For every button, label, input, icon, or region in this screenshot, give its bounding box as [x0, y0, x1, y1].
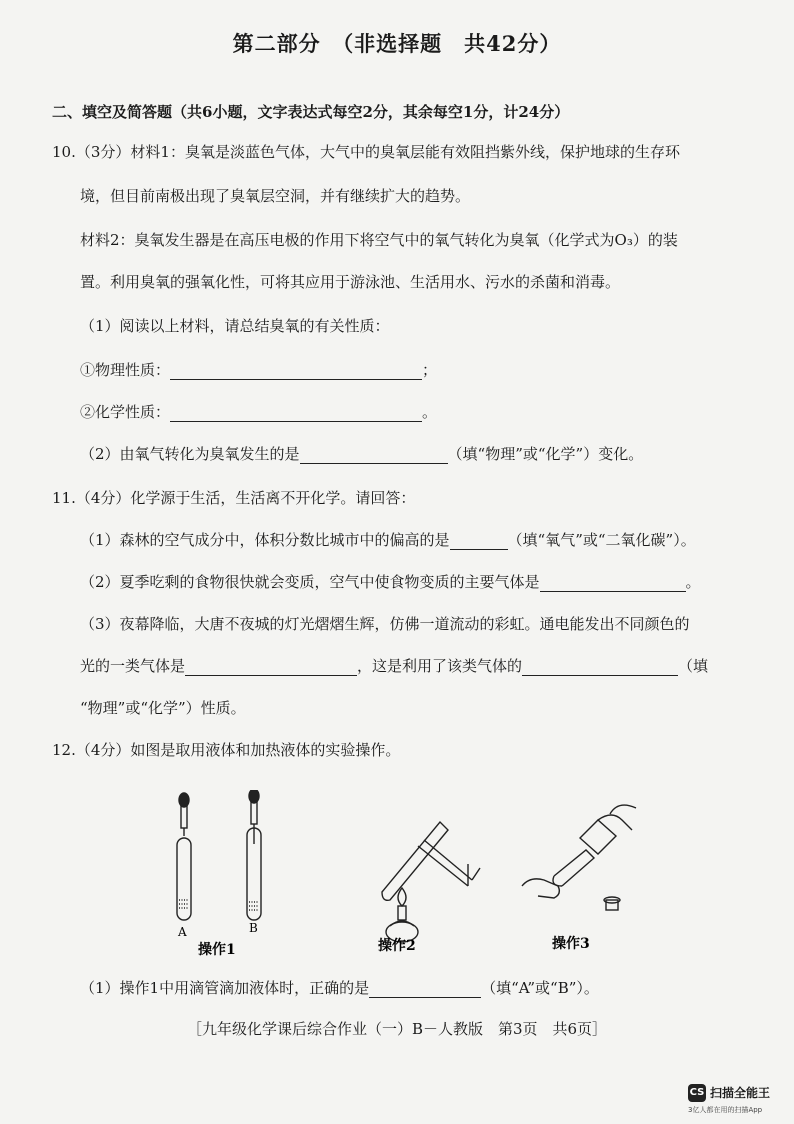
- fig-label-b: B: [249, 921, 258, 935]
- q11-part3-mid: ，这是利用了该类气体的: [357, 657, 523, 675]
- fig-label-a: A: [178, 925, 187, 939]
- q10-chemical-label: ②化学性质：: [80, 403, 171, 421]
- q10-chemical-row: [80, 402, 437, 422]
- op2-tube-holder: [418, 840, 480, 886]
- q12-part1-blank[interactable]: [369, 980, 481, 998]
- q11-part1-prefix: （1）森林的空气成分中，体积分数比城市中的偏高的是: [80, 531, 450, 549]
- op1-dropper-b: [249, 790, 259, 844]
- q11-part1-blank[interactable]: [450, 532, 508, 550]
- op3-label: 操作3: [552, 936, 590, 952]
- lab-operations-drawing: [150, 790, 650, 960]
- scanner-logo-icon: CS: [688, 1084, 706, 1102]
- q11-part3-suffix: （填: [678, 657, 709, 675]
- q10-part1: （1）阅读以上材料，请总结臭氧的有关性质：: [80, 317, 390, 335]
- q10-part2-blank[interactable]: [300, 446, 448, 464]
- op2-test-tube: [382, 822, 448, 900]
- q11-part3-prefix: 光的一类气体是: [80, 657, 186, 675]
- op3-bottle-stopper: [604, 897, 620, 910]
- op1-tube-a: [177, 838, 191, 920]
- q11-part1-row: [80, 530, 696, 550]
- q11-part1-suffix: （填“氧气”或“二氧化碳”）。: [507, 531, 696, 549]
- q10-part2-row: [80, 444, 643, 464]
- scanner-watermark: [688, 1084, 788, 1118]
- q11-part2-suffix: 。: [685, 573, 701, 591]
- q11-part2-prefix: （2）夏季吃剩的食物很快就会变质，空气中使食物变质的主要气体是: [80, 573, 540, 591]
- q10-stem-line2: 境，但目前南极出现了臭氧层空洞，并有继续扩大的趋势。: [80, 187, 471, 205]
- part-title: 第二部分 （非选择题 共42分）: [232, 31, 562, 56]
- q11-part2-row: [80, 572, 701, 592]
- q12-part1-prefix: （1）操作1中用滴管滴加液体时，正确的是: [80, 979, 370, 997]
- scanner-tagline: 3亿人都在用的扫描App: [688, 1106, 763, 1114]
- op2-label: 操作2: [378, 938, 416, 954]
- scanner-app-name: 扫描全能王: [710, 1086, 771, 1100]
- q10-physical-label: ①物理性质：: [80, 361, 171, 379]
- op2-alcohol-lamp: [386, 888, 418, 942]
- q11-stem: 11.（4分）化学源于生活，生活离不开化学。请回答：: [52, 489, 416, 507]
- q10-part2-prefix: （2）由氧气转化为臭氧发生的是: [80, 445, 300, 463]
- section-heading: 二、填空及简答题（共6小题，文字表达式每空2分，其余每空1分，计24分）: [52, 103, 570, 121]
- q11-part3-row: [80, 656, 708, 676]
- q10-material2-line1: 材料2：臭氧发生器是在高压电极的作用下将空气中的氧气转化为臭氧（化学式为O₃）的装: [80, 231, 678, 249]
- q11-part3-blank2[interactable]: [522, 658, 678, 676]
- q11-part3-line3: “物理”或“化学”）性质。: [80, 699, 246, 717]
- q12-part1-suffix: （填“A”或“B”）。: [481, 979, 599, 997]
- q11-part3-blank1[interactable]: [185, 658, 357, 676]
- q10-physical-end: ；: [422, 361, 438, 379]
- q10-stem-line1: 10.（3分）材料1：臭氧是淡蓝色气体，大气中的臭氧层能有效阻挡紫外线，保护地球的生存环: [52, 143, 680, 161]
- page-footer: ［九年级化学课后综合作业（一）B－人教版 第3页 共6页］: [186, 1020, 608, 1038]
- q10-material2-line2: 置。利用臭氧的强氧化性，可将其应用于游泳池、生活用水、污水的杀菌和消毒。: [80, 273, 621, 291]
- q11-part2-blank[interactable]: [540, 574, 686, 592]
- op1-dropper-a: [179, 793, 189, 836]
- lab-operations-figure: [150, 790, 650, 960]
- q10-chemical-blank[interactable]: [170, 404, 422, 422]
- op3-reagent-bottle: [580, 805, 636, 854]
- op1-label: 操作1: [198, 942, 236, 958]
- op3-hand-tube: [522, 850, 594, 898]
- q10-part2-suffix: （填“物理”或“化学”）变化。: [447, 445, 644, 463]
- q12-part1-row: [80, 978, 599, 998]
- q12-stem: 12.（4分）如图是取用液体和加热液体的实验操作。: [52, 741, 401, 759]
- q11-part3-line1: （3）夜幕降临，大唐不夜城的灯光熠熠生辉，仿佛一道流动的彩虹。通电能发出不同颜色的: [80, 615, 690, 633]
- q10-chemical-end: 。: [422, 403, 438, 421]
- q10-physical-row: [80, 360, 437, 380]
- q10-physical-blank[interactable]: [170, 362, 422, 380]
